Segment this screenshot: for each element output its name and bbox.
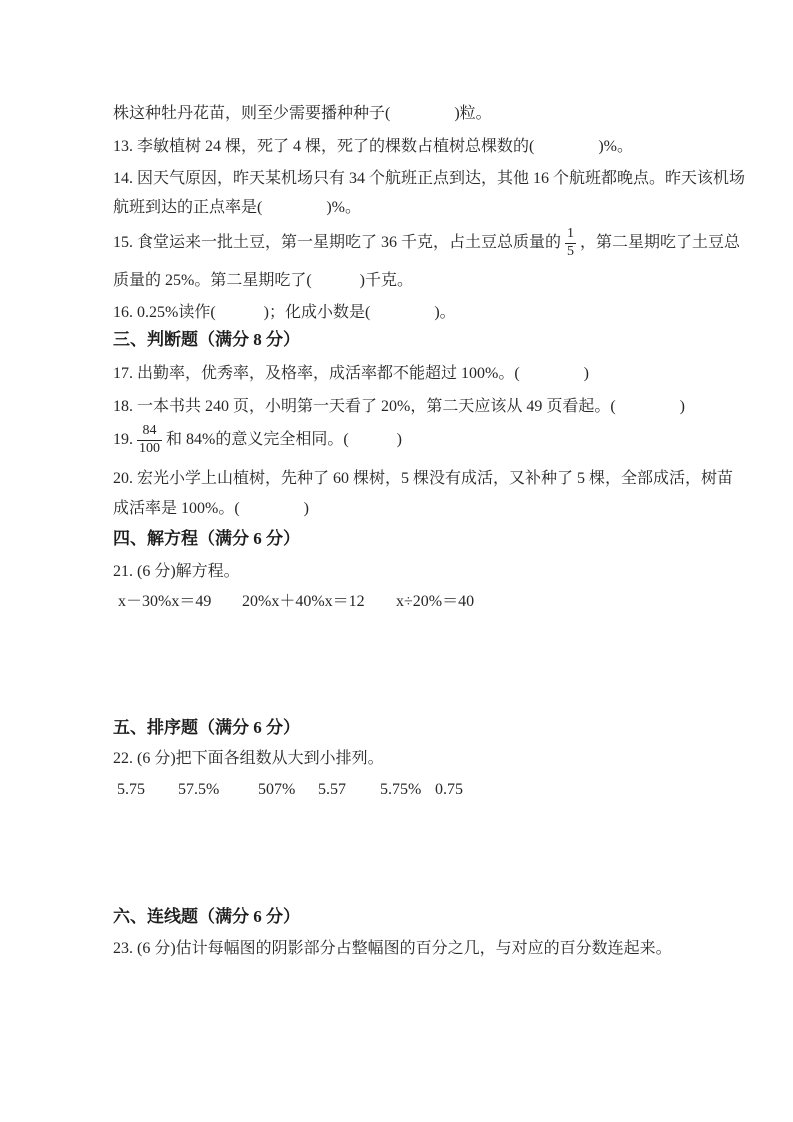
question-23: 23. (6 分)估计每幅图的阴影部分占整幅图的百分之几，与对应的百分数连起来。	[113, 940, 672, 957]
sort-value-2: 57.5%	[178, 781, 220, 798]
question-19-fraction-numerator: 84	[142, 423, 157, 439]
question-15-fraction-denominator: 5	[567, 243, 575, 259]
equation-2: 20%x＋40%x＝12	[242, 593, 365, 610]
sort-value-6: 0.75	[435, 781, 463, 798]
equation-1: x－30%x＝49	[118, 593, 212, 610]
question-21: 21. (6 分)解方程。	[113, 563, 240, 580]
section-3-heading: 三、判断题（满分 8 分）	[113, 330, 300, 349]
equation-3: x÷20%＝40	[396, 593, 475, 610]
sort-value-4: 5.57	[318, 781, 346, 798]
question-19-text-post: 和 84%的意义完全相同。( )	[166, 431, 402, 448]
section-6-heading: 六、连线题（满分 6 分）	[113, 907, 300, 926]
question-14-line2: 航班到达的正点率是( )%。	[113, 199, 361, 216]
question-22: 22. (6 分)把下面各组数从大到小排列。	[113, 750, 384, 767]
question-15-line2: 质量的 25%。第二星期吃了( )千克。	[113, 272, 413, 289]
question-18: 18. 一本书共 240 页，小明第一天看了 20%，第二天应该从 49 页看起。( )	[113, 398, 685, 415]
question-15-fraction	[565, 226, 576, 259]
question-20-line1: 20. 宏光小学上山植树，先种了 60 棵树，5 棵没有成活，又补种了 5 棵，全部成活，树苗	[113, 470, 734, 487]
question-15-fraction-numerator: 1	[567, 226, 575, 242]
question-15-text-post: ，第二星期吃了土豆总	[580, 234, 741, 251]
question-19	[113, 420, 402, 460]
question-19-text-pre: 19.	[113, 431, 133, 448]
question-15-text-pre: 15. 食堂运来一批土豆，第一星期吃了 36 千克，占土豆总质量的	[113, 234, 562, 251]
sort-value-3: 507%	[258, 781, 296, 798]
question-15-line1	[113, 226, 740, 260]
question-16: 16. 0.25%读作( )；化成小数是( )。	[113, 304, 456, 321]
section-4-heading: 四、解方程（满分 6 分）	[113, 529, 300, 548]
question-19-fraction-denominator: 100	[139, 440, 160, 456]
section-5-heading: 五、排序题（满分 6 分）	[113, 718, 300, 737]
question-20-line2: 成活率是 100%。( )	[113, 500, 309, 517]
question-19-fraction	[137, 423, 162, 456]
question-13: 13. 李敏植树 24 棵，死了 4 棵，死了的棵数占植树总棵数的( )%。	[113, 138, 633, 155]
sort-value-1: 5.75	[117, 781, 145, 798]
sort-value-5: 5.75%	[380, 781, 422, 798]
question-14-line1: 14. 因天气原因，昨天某机场只有 34 个航班正点到达，其他 16 个航班都晚点。昨天该机场	[113, 170, 746, 187]
question-12-continuation: 株这种牡丹花苗，则至少需要播种种子( )粒。	[113, 105, 492, 122]
question-17: 17. 出勤率，优秀率，及格率，成活率都不能超过 100%。( )	[113, 365, 589, 382]
